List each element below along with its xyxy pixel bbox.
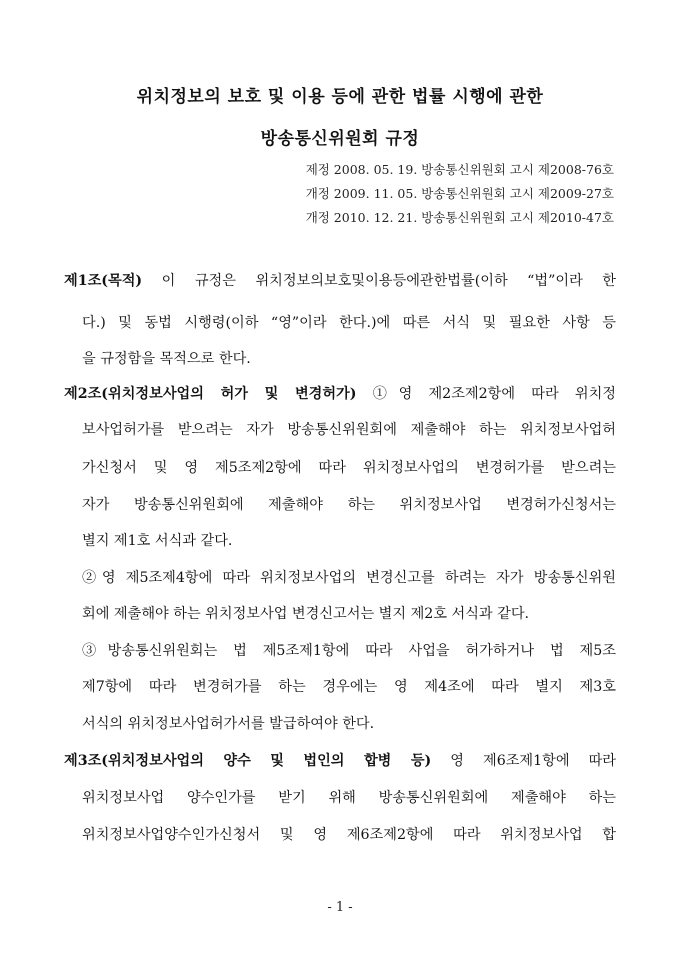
article-2-line: ③방송통신위원회는 법 제5조제1항에 따라 사업을 허가하거나 법 제5조 bbox=[82, 643, 616, 659]
article-2-line: 회에 제출해야 하는 위치정보사업 변경신고서는 별지 제2호 서식과 같다. bbox=[82, 606, 530, 622]
article-1-line: 을 규정함을 목적으로 한다. bbox=[82, 351, 251, 367]
article-2-line: ②영 제5조제4항에 따라 위치정보사업의 변경신고를 하려는 자가 방송통신위원 bbox=[82, 570, 616, 586]
article-2-text: ①영 제2조제2항에 따라 위치정 bbox=[356, 386, 616, 402]
article-3-line bbox=[64, 750, 616, 770]
article-3-line: 위치정보사업양수인가신청서 및 영 제6조제2항에 따라 위치정보사업 합 bbox=[82, 827, 616, 843]
article-2-line: 서식의 위치정보사업허가서를 발급하여야 한다. bbox=[82, 716, 375, 732]
article-2-heading: 제2조(위치정보사업의 허가 및 변경허가) bbox=[64, 386, 357, 402]
history-entry: 제정 2008. 05. 19. 방송통신위원회 고시 제2008-76호 bbox=[305, 162, 614, 177]
article-3-line: 위치정보사업 양수인가를 받기 위해 방송통신위원회에 제출해야 하는 bbox=[82, 790, 616, 806]
article-2-line: 자가 방송통신위원회에 제출해야 하는 위치정보사업 변경허가신청서는 bbox=[82, 497, 616, 513]
history-entry: 개정 2010. 12. 21. 방송통신위원회 고시 제2010-47호 bbox=[305, 210, 614, 225]
article-1-line bbox=[64, 270, 616, 290]
document-title-line-2: 방송통신위원회 규정 bbox=[260, 129, 420, 149]
article-2-line: 별지 제1호 서식과 같다. bbox=[82, 533, 233, 549]
document-title-line-1: 위치정보의 보호 및 이용 등에 관한 법률 시행에 관한 bbox=[136, 87, 544, 107]
article-2-line bbox=[64, 383, 616, 403]
article-2-line: 보사업허가를 받으려는 자가 방송통신위원회에 제출해야 하는 위치정보사업허 bbox=[82, 422, 616, 438]
article-2-line: 가신청서 및 영 제5조제2항에 따라 위치정보사업의 변경허가를 받으려는 bbox=[82, 460, 616, 476]
article-1-heading: 제1조(목적) bbox=[64, 273, 143, 289]
article-1-line: 다.) 및 동법 시행령(이하 “영”이라 한다.)에 따른 서식 및 필요한 사항 등 bbox=[82, 315, 616, 331]
page-number: - 1 - bbox=[327, 900, 353, 915]
article-2-line: 제7항에 따라 변경허가를 하는 경우에는 영 제4조에 따라 별지 제3호 bbox=[82, 679, 616, 695]
article-1-text: 이 규정은 위치정보의보호및이용등에관한법률(이하 “법”이라 한 bbox=[142, 273, 616, 289]
article-3-heading: 제3조(위치정보사업의 양수 및 법인의 합병 등) bbox=[64, 753, 432, 769]
article-3-text: 영 제6조제1항에 따라 bbox=[431, 753, 617, 769]
history-entry: 개정 2009. 11. 05. 방송통신위원회 고시 제2009-27호 bbox=[305, 186, 614, 201]
